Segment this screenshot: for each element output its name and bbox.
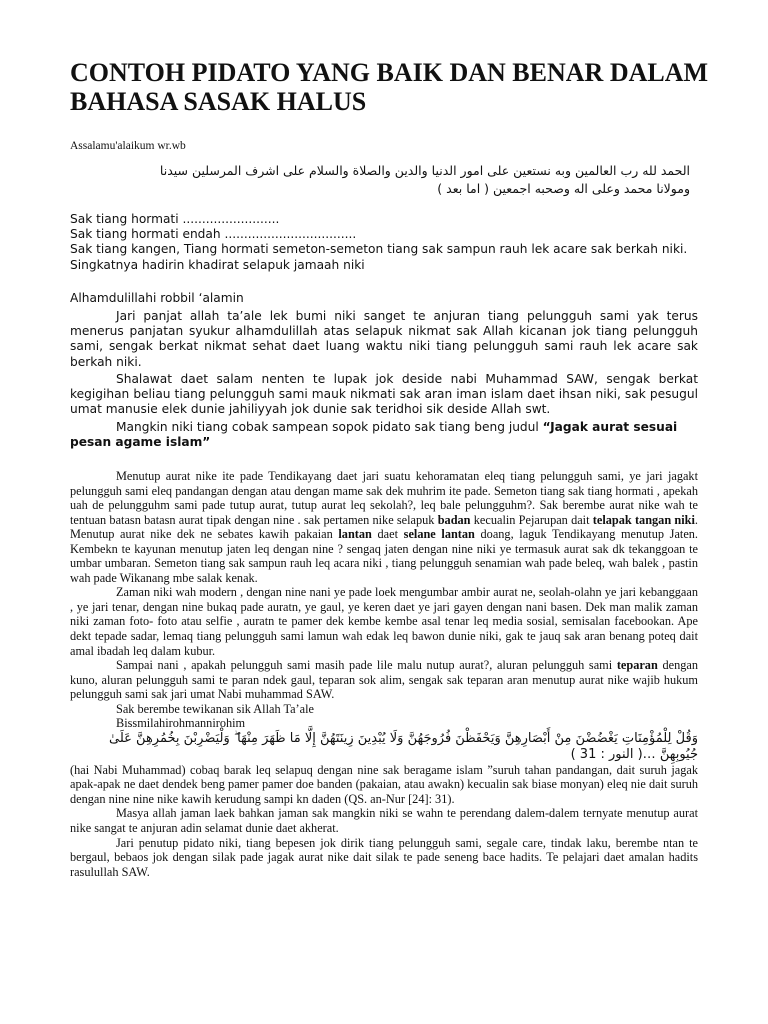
address-line-2: Sak tiang hormati endah .................................. xyxy=(70,227,357,242)
paragraph-topic xyxy=(70,420,698,450)
alhamdulillah-line: Alhamdulillahi robbil ‘alamin xyxy=(70,291,244,305)
body-paragraph-zaman: Zaman niki wah modern , dengan nine nani ye pade loek mengumbar ambir aurat ne, seolah-olahn ye jari kebanggaan , ye jari tenar, dengan nine bukaq pade auratn, ye gaul, ye keren daet ye jari gayen dengan nani basen. Dek man malik zaman niki zaman foto- foto atau selfie , auratn te pamer dek kembe kembe asal tenar leq media sosial, semisalan facebookan. Ape dekt tepade sadar, lemaq tiang pelungguh sami lamun wah edak leq bawon dunie niki, gak te jauq sak aran benang poteq dait amal ibadah leq dalam kubur. xyxy=(70,585,698,658)
body-text: . Menutup aurat nike dek ne sebates kawih pakaian xyxy=(70,512,698,542)
address-line-1: Sak tiang hormati ......................... xyxy=(70,212,280,226)
body-bold: selane lantan xyxy=(403,527,475,542)
body-paragraph-sampai xyxy=(70,658,698,702)
body-bold: teparan xyxy=(616,658,658,673)
body-bold: telapak tangan niki xyxy=(592,512,695,527)
arabic-opening xyxy=(70,162,690,198)
speech-body xyxy=(70,469,698,879)
arabic-opening-line-2: ومولانا محمد وعلى اله وصحبه اجمعين ( اما بعد ) xyxy=(437,181,690,196)
bismillah-line: Bissmilahirohmannirohim xyxy=(116,716,246,731)
body-text: kecualin Pejarupan dait xyxy=(470,512,593,527)
body-bold: badan xyxy=(437,512,471,527)
address-line-3: Sak tiang kangen, Tiang hormati semeton-semeton tiang sak sampun rauh lek acare sak berkah niki. Singkatnya hadirin khadirat selapuk jamaah niki xyxy=(70,242,688,272)
paragraph-shalawat: Shalawat daet salam nenten te lupak jok deside nabi Muhammad SAW, sengak berkat kegigihan beliau tiang pelungguh sami mauk nikmati sak aran iman islam daet ihsan niki, sak pesugul umat manusie elek dunie jahiliyyah jok dunie sak teridhoi sik deside Allah swt. xyxy=(70,372,698,417)
topic-title: “Jagak aurat sesuai pesan agame islam” xyxy=(70,420,678,450)
verse-translation: (hai Nabi Muhammad) cobaq barak leq selapuq dengan nine sak beragame islam ”suruh tahan pandangan, dait suruh jagak apak-apak ne daet dendek beng pamer pamer doe banden (pakaian, atau awakn) kecualin sak biase monyan) eleq nie dait suruh dengan nine nine nike kawih kerudung sampi kn daden (QS. an-Nur [24]: 31). xyxy=(70,762,698,806)
address-block xyxy=(70,212,698,273)
topic-lead: Mangkin niki tiang cobak sampean sopok pidato sak tiang beng judul xyxy=(116,420,543,434)
quran-verse: وَقُلْ لِلْمُؤْمِنَاتِ يَغْضُضْنَ مِنْ أَبْصَارِهِنَّ وَيَحْفَظْنَ فُرُوجَهُنَّ وَلَا يُبْدِينَ زِينَتَهُنَّ إِلَّا مَا ظَهَرَ مِنْهَا ۖ وَلْيَضْرِبْنَ بِخُمُرِهِنَّ عَلَىٰ جُيُوبِهِنَّ …( النور : 31 ) xyxy=(109,730,698,762)
paragraph-gratitude: Jari panjat allah ta’ale lek bumi niki sanget te anjuran tiang pelungguh sami yak terus menerus panjatan syukur alhamdulillah atas selapuk nikmat sak Allah kicanan jok tiang pelungguh sami, sengak berkat nikmat sehat daet luang waktu niki tiang pelungguh sami rauh lek acare sak berkah niki. xyxy=(70,309,698,369)
arabic-opening-line-1: الحمد لله رب العالمين وبه نستعين على امور الدنيا والدين والصلاة والسلام على اشرف المرسلين سيدنا xyxy=(159,163,690,178)
body-text: dengan kuno, aluran pelungguh sami te paran ndek gaul, teparan sok alim, sengak sak teparan aran menutup aurat nike wajib hukum pelungguh sami sak jari umat Nabi muhammad SAW. xyxy=(70,658,698,702)
body-bold: lantan xyxy=(338,527,372,542)
firman-line: Sak berembe tewikanan sik Allah Ta’ale xyxy=(116,701,314,716)
body-paragraph-closing: Jari penutup pidato niki, tiang bepesen jok dirik tiang pelungguh sami, segale care, tindak laku, berembe ntan te bergaul, bebaos jok dengan silak pade jagak aurat nike dait silak te pade seneng bace hadits. Te pelajari daet amalan hadits rasulullah SAW. xyxy=(70,835,698,879)
body-text: daet xyxy=(371,527,404,542)
body-text: doang, laguk Tendikayang menutup Jaten. Kembekn te kayunan menutup jaten leq dengan nine ? sengaq jaten dengan nine niki ye termasuk aurat sak dk tekanggoan te umbar umbaran. Semeton tiang sak sampun rauh leq acara niki , tiang pelungguh senamian wah pade beleq, wah balek , pastin wah pade Wikanang mbe salak kenak. xyxy=(70,527,698,585)
body-text: Menutup aurat nike ite pade Tendikayang daet jari suatu kehoramatan eleq tiang pelungguh sami, ye jari jagakt pelungguh sami eleq pandangan dengan atau dengan mame sak dek muhrim ite pade. Semeton tiang sak tiang hormati , apekah uah de pelungguhm sami pade tutup aurat, tutup aurat leq sekolah?, leq bale pelungguhm?. Sak berembe aurat nike wah te tentuan batasn batasn aurat tipak dengan nine . sak pertamen nike selapuk xyxy=(70,469,698,527)
body-paragraph-masya-allah: Masya allah jaman laek bahkan jaman sak mangkin niki se wahn te perendang dalem-dalem ternyate menutup aurat nike sangat te anjuran adin selamat dunie daet akherat. xyxy=(70,806,698,836)
greeting: Assalamu'alaikum wr.wb xyxy=(70,140,186,152)
body-paragraph-aurat xyxy=(70,469,698,585)
body-text: Sampai nani , apakah pelungguh sami masih pade lile malu nutup aurat?, aluran pelungguh sami xyxy=(116,658,617,673)
document-title: CONTOH PIDATO YANG BAIK DAN BENAR DALAM BAHASA SASAK HALUS xyxy=(70,58,709,116)
